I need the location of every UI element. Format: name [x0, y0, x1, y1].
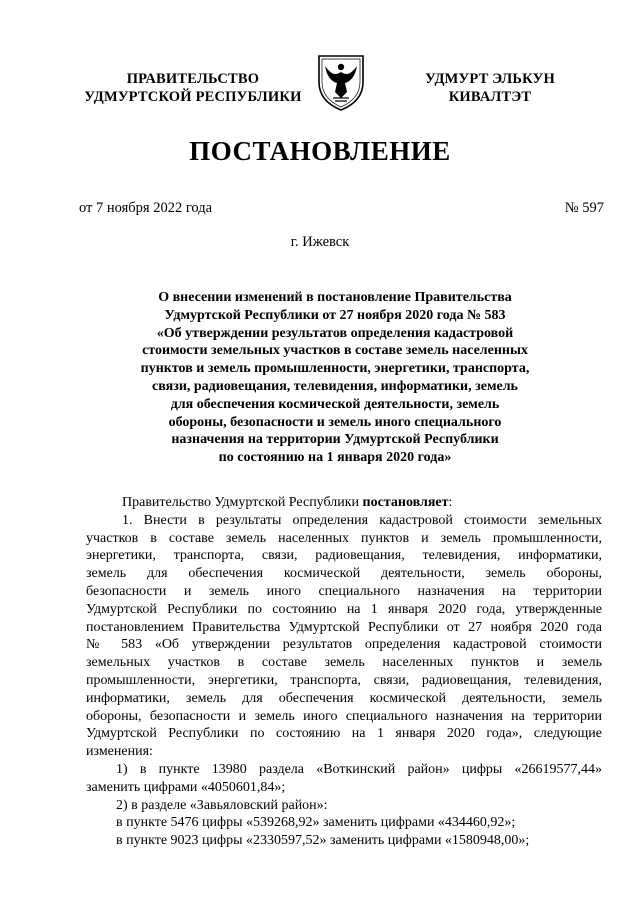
enacting-clause — [86, 494, 602, 512]
subject-line: назначения на территории Удмуртской Республики — [171, 432, 499, 448]
document-date: от 7 ноября 2022 года — [79, 200, 213, 216]
document-number: № 597 — [564, 200, 604, 216]
document-city: г. Ижевск — [290, 234, 350, 250]
paragraph-1-line: информатики, земель для обеспечения космической деятельности, земель — [86, 690, 602, 706]
enacting-clause-colon: : — [448, 495, 453, 510]
subject-line: стоимости земельных участков в составе земель населенных — [142, 343, 528, 359]
paragraph-1-line: безопасности и земель иного специального назначения на территории — [86, 583, 602, 599]
amendment-item-2-line: в пункте 9023 цифры «2330597,52» заменить цифрами «1580948,00»; — [116, 833, 530, 849]
subject-line: Удмуртской Республики от 27 ноября 2020 года № 583 — [164, 307, 506, 323]
document-body — [86, 494, 602, 850]
document-title: ПОСТАНОВЛЕНИЕ — [189, 136, 451, 166]
paragraph-1-line: № 583 «Об утверждении результатов определения кадастровой стоимости — [86, 637, 602, 653]
amendment-item-2-line: в пункте 5476 цифры «539268,92» заменить цифрами «434460,92»; — [116, 815, 516, 831]
document-subject — [110, 289, 560, 467]
issuer-udmurt-line2: КИВАЛТЭТ — [448, 89, 532, 105]
paragraph-1-line: постановлением Правительства Удмуртской Республики от 27 ноября 2020 года — [86, 619, 602, 635]
subject-line: «Об утверждении результатов определения кадастровой — [156, 325, 514, 341]
paragraph-1-line: Удмуртской Республики по состоянию на 1 января 2020 года, утвержденные — [86, 601, 602, 617]
issuer-russian-line2: УДМУРТСКОЙ РЕСПУБЛИКИ — [84, 89, 302, 105]
paragraph-1-line: промышленности, энергетики, транспорта, связи, радиовещания, телевидения, — [86, 672, 602, 688]
issuer-russian — [68, 70, 318, 106]
paragraph-1-line: земель для обеспечения космической деятельности, земель обороны, — [86, 566, 602, 582]
enacting-clause-text: Правительство Удмуртской Республики — [122, 495, 363, 510]
paragraph-1-line: Удмуртской Республики по состоянию на 1 января 2020 года», следующие — [86, 726, 602, 742]
paragraph-1-line: земельных участков в составе земель населенных пунктов и земель — [86, 655, 602, 671]
amendment-item-1-line: 1) в пункте 13980 раздела «Воткинский район» цифры «26619577,44» — [116, 761, 602, 777]
subject-line: для обеспечения космической деятельности, земель — [170, 396, 500, 412]
coat-of-arms-emblem-icon — [313, 52, 369, 112]
subject-line: связи, радиовещания, телевидения, информатики, земель — [152, 378, 518, 394]
subject-line: по состоянию на 1 января 2020 года» — [218, 450, 452, 466]
paragraph-1-line: участков в составе земель населенных пунктов и земель промышленности, — [86, 530, 602, 546]
paragraph-1-line: изменения: — [86, 744, 153, 760]
issuer-udmurt-line1: УДМУРТ ЭЛЬКУН — [425, 71, 555, 87]
enacting-clause-verb: постановляет — [362, 495, 449, 510]
subject-line: пунктов и земель промышленности, энергетики, транспорта, — [140, 361, 530, 377]
paragraph-1-line: 1. Внести в результаты определения кадастровой стоимости земельных — [122, 512, 602, 528]
issuer-udmurt — [395, 70, 585, 106]
amendment-item-2-heading: 2) в разделе «Завьяловский район»: — [116, 797, 328, 813]
paragraph-1-line: обороны, безопасности и земель иного специального назначения на территории — [86, 708, 602, 724]
amendment-item-1-line: заменить цифрами «4050601,84»; — [86, 779, 286, 795]
paragraph-1-line: энергетики, транспорта, связи, радиовещания, телевидения, информатики, — [86, 548, 602, 564]
subject-line: обороны, безопасности и земель иного специального — [168, 414, 502, 430]
subject-line: О внесении изменений в постановление Правительства — [158, 290, 512, 305]
issuer-russian-line1: ПРАВИТЕЛЬСТВО — [126, 71, 260, 87]
